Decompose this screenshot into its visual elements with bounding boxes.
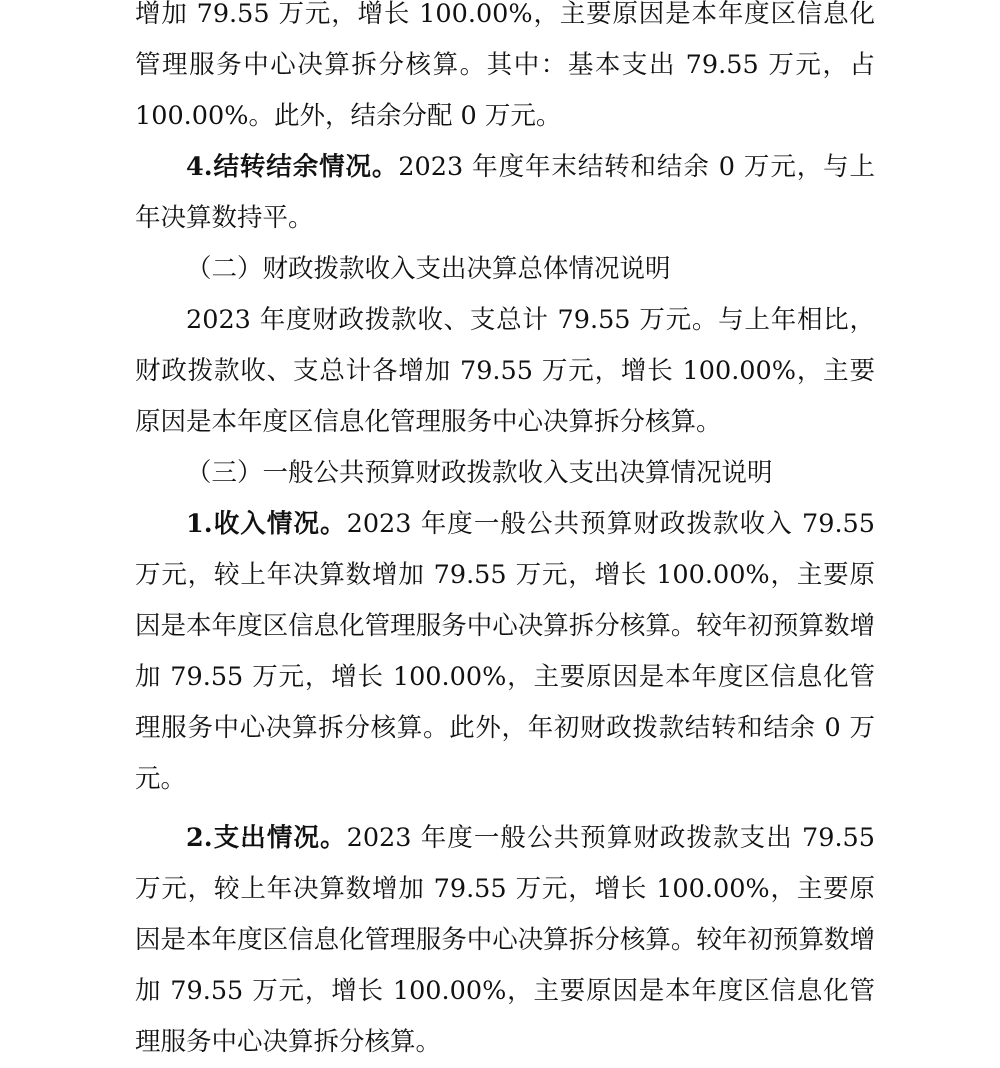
paragraph-label: 2.支出情况。 [186,823,347,853]
paragraph-carryover-balance [135,142,875,244]
paragraph-income [135,499,875,805]
paragraph-continuation [135,0,875,142]
section-heading-2: （二）财政拨款收入支出决算总体情况说明 [186,254,671,284]
paragraph-text: 2023 年度一般公共预算财政拨款收入 79.55 万元，较上年决算数增加 79.55 万元，增长 100.00%，主要原因是本年度区信息化管理服务中心决算拆分核算。较年初预算数增加 79.55 万元，增长 100.00%，主要原因是本年度区信息化管理服务中心决算拆分核算。此外，年初财政拨款结转和结余 0 万元。 [135,509,876,794]
paragraph-text: 2023 年度年末结转和结余 0 万元，与上年决算数持平。 [135,152,876,233]
section-heading-3: （三）一般公共预算财政拨款收入支出决算情况说明 [186,458,773,488]
paragraph-label: 1.收入情况。 [186,509,347,539]
paragraph-text: 2023 年度一般公共预算财政拨款支出 79.55 万元，较上年决算数增加 79.55 万元，增长 100.00%，主要原因是本年度区信息化管理服务中心决算拆分核算。较年初预算数增加 79.55 万元，增长 100.00%，主要原因是本年度区信息化管理服务中心决算拆分核算。 [135,823,876,1057]
paragraph-label: 4.结转结余情况。 [186,152,399,182]
paragraph-text: 增加 79.55 万元，增长 100.00%，主要原因是本年度区信息化管理服务中心决算拆分核算。其中：基本支出 79.55 万元，占 100.00%。此外，结余分配 0 万元。 [135,0,875,131]
document-page [135,0,875,1068]
paragraph-fiscal-total [135,295,875,448]
paragraph-expense [135,813,875,1068]
paragraph-text: 2023 年度财政拨款收、支总计 79.55 万元。与上年相比，财政拨款收、支总计各增加 79.55 万元，增长 100.00%，主要原因是本年度区信息化管理服务中心决算拆分核算。 [135,305,875,437]
